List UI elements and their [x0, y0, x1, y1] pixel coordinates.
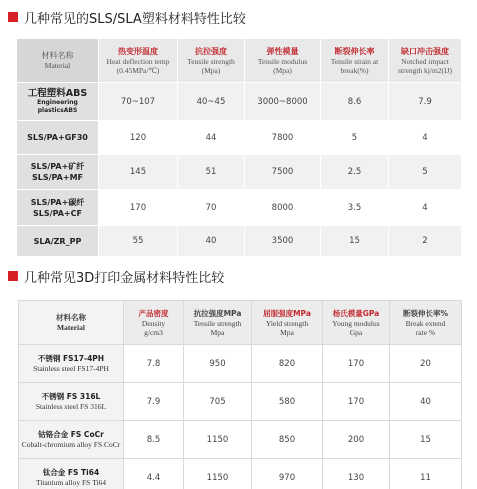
cell-tensile-strain: 8.6: [321, 83, 389, 121]
table-header-row: [17, 39, 462, 83]
cell-break-extend: 11: [390, 459, 462, 489]
cell-young-modulus: 170: [323, 345, 390, 383]
row-material: 不锈钢 FS 316L Stainless steel FS 316L: [19, 383, 124, 421]
header-tensile-strain: 断裂伸长率 Tensile strain at break(%): [321, 39, 389, 83]
section2-title: 几种常见3D打印金属材料特性比较: [24, 270, 225, 286]
table-row: [19, 459, 462, 489]
table-header-row: [19, 301, 462, 345]
cell-tensile-strength: 40: [178, 226, 245, 257]
cell-tensile-strain: 5: [321, 121, 389, 155]
cell-notched-impact: 7.9: [389, 83, 462, 121]
cell-tensile-modulus: 8000: [245, 190, 321, 226]
cell-tensile-strength: 40~45: [178, 83, 245, 121]
row-material: SLS/PA+碳纤 SLS/PA+CF: [17, 190, 99, 226]
cell-heat-deflection: 170: [99, 190, 178, 226]
cell-tensile-strength: 950: [184, 345, 252, 383]
cell-young-modulus: 170: [323, 383, 390, 421]
table-row: [17, 226, 462, 257]
cell-heat-deflection: 145: [99, 155, 178, 190]
header-material: 材料名称 Material: [19, 301, 124, 345]
cell-tensile-strain: 2.5: [321, 155, 389, 190]
header-tensile-modulus: 弹性模量 Tensile modulus (Mpa): [245, 39, 321, 83]
cell-break-extend: 40: [390, 383, 462, 421]
row-material: 钴铬合金 FS CoCr Cobalt-chromium alloy FS CoCr: [19, 421, 124, 459]
table-row: [19, 345, 462, 383]
section1-title: 几种常见的SLS/SLA塑料材料特性比较: [24, 11, 246, 27]
header-young-modulus: 杨氏模量GPa Young modulus Gpa: [323, 301, 390, 345]
cell-tensile-modulus: 7500: [245, 155, 321, 190]
cell-tensile-strength: 70: [178, 190, 245, 226]
header-material: 材料名称 Material: [17, 39, 99, 83]
header-heat-deflection: 热变形温度 Heat deflection temp (0.45MPa/℃): [99, 39, 178, 83]
cell-density: 8.5: [124, 421, 184, 459]
cell-tensile-strength: 1150: [184, 459, 252, 489]
cell-heat-deflection: 55: [99, 226, 178, 257]
cell-notched-impact: 4: [389, 121, 462, 155]
row-material: SLS/PA+GF30: [17, 121, 99, 155]
header-tensile-strength: 抗拉强度MPa Tensile strength Mpa: [184, 301, 252, 345]
cell-notched-impact: 2: [389, 226, 462, 257]
section1-heading: [8, 8, 246, 26]
cell-tensile-strength: 705: [184, 383, 252, 421]
cell-tensile-strength: 51: [178, 155, 245, 190]
cell-yield-strength: 580: [252, 383, 323, 421]
cell-tensile-strength: 44: [178, 121, 245, 155]
cell-density: 7.9: [124, 383, 184, 421]
cell-yield-strength: 850: [252, 421, 323, 459]
cell-yield-strength: 820: [252, 345, 323, 383]
row-material: SLA/ZR_PP: [17, 226, 99, 257]
cell-heat-deflection: 120: [99, 121, 178, 155]
table-row: [17, 83, 462, 121]
row-material: SLS/PA+矿纤 SLS/PA+MF: [17, 155, 99, 190]
cell-break-extend: 15: [390, 421, 462, 459]
header-notched-impact: 缺口冲击强度 Notched impact strength kj/m2(IJ): [389, 39, 462, 83]
cell-notched-impact: 4: [389, 190, 462, 226]
table-row: [19, 383, 462, 421]
cell-young-modulus: 130: [323, 459, 390, 489]
cell-young-modulus: 200: [323, 421, 390, 459]
cell-density: 7.8: [124, 345, 184, 383]
red-square-marker-icon: [8, 271, 18, 281]
cell-tensile-strain: 15: [321, 226, 389, 257]
cell-heat-deflection: 70~107: [99, 83, 178, 121]
row-material: 不锈钢 FS17-4PH Stainless steel FS17-4PH: [19, 345, 124, 383]
cell-tensile-modulus: 3500: [245, 226, 321, 257]
red-square-marker-icon: [8, 12, 18, 22]
cell-tensile-strain: 3.5: [321, 190, 389, 226]
cell-tensile-modulus: 7800: [245, 121, 321, 155]
cell-density: 4.4: [124, 459, 184, 489]
cell-notched-impact: 5: [389, 155, 462, 190]
row-material: 工程塑料ABS Engineering plasticsABS: [17, 83, 99, 121]
table-row: [17, 121, 462, 155]
cell-tensile-modulus: 3000~8000: [245, 83, 321, 121]
header-density: 产品密度 Density g/cm3: [124, 301, 184, 345]
plastics-comparison-table: [16, 38, 462, 257]
cell-break-extend: 20: [390, 345, 462, 383]
table-row: [17, 190, 462, 226]
metals-comparison-table: [18, 300, 462, 489]
table-row: [17, 155, 462, 190]
row-material: 钛合金 FS Ti64 Titanium alloy FS Ti64: [19, 459, 124, 489]
cell-tensile-strength: 1150: [184, 421, 252, 459]
header-yield-strength: 屈服强度MPa Yield strength Mpa: [252, 301, 323, 345]
table-row: [19, 421, 462, 459]
header-tensile-strength: 抗拉强度 Tensile strength (Mpa): [178, 39, 245, 83]
header-break-extend: 断裂伸长率% Break extend rate %: [390, 301, 462, 345]
cell-yield-strength: 970: [252, 459, 323, 489]
section2-heading: [8, 267, 224, 285]
